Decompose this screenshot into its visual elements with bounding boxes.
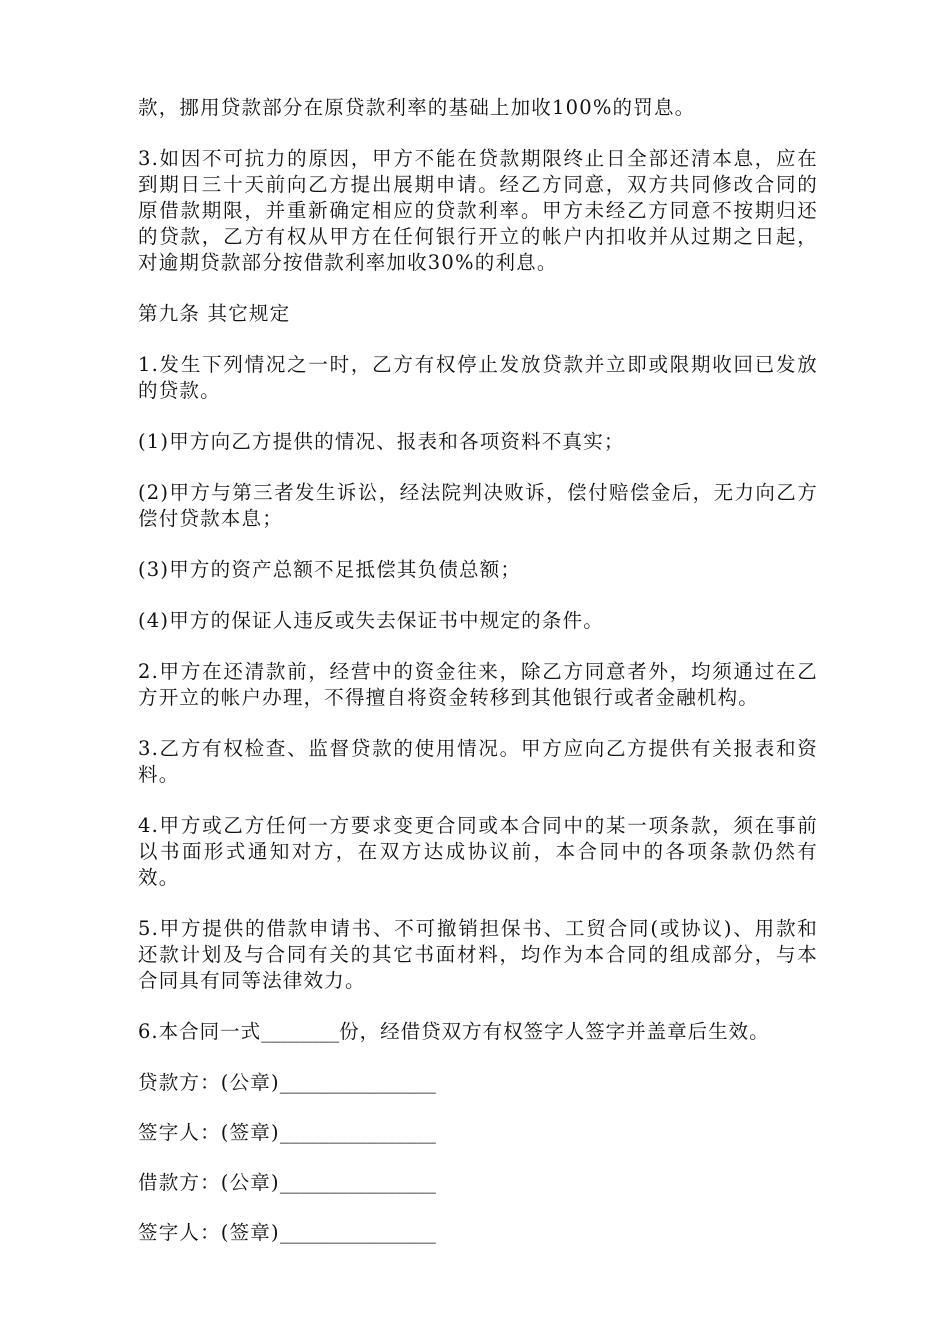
- clause-1: 1.发生下列情况之一时，乙方有权停止发放贷款并立即或限期收回已发放的贷款。: [138, 353, 818, 402]
- signature-blank: ________________: [279, 1071, 436, 1094]
- signature-blank: ________________: [279, 1221, 436, 1244]
- signature-lender-signer: [138, 1120, 818, 1146]
- clause-5: 5.甲方提供的借款申请书、不可撤销担保书、工贸合同(或协议)、用款和还款计划及与合同有关的其它书面材料，均作为本合同的组成部分，与本合同具有同等法律效力。: [138, 917, 818, 992]
- clause-6: [138, 1019, 818, 1045]
- paragraph-force-majeure: 3.如因不可抗力的原因，甲方不能在贷款期限终止日全部还清本息，应在到期日三十天前向乙方提出展期申请。经乙方同意，双方共同修改合同的原借款期限，并重新确定相应的贷款利率。甲方未经乙方同意不按期归还的贷款，乙方有权从甲方在任何银行开立的帐户内扣收并从过期之日起，对逾期贷款部分按借款利率加收30%的利息。: [138, 147, 818, 274]
- clause-3: 3.乙方有权检查、监督贷款的使用情况。甲方应向乙方提供有关报表和资料。: [138, 737, 818, 786]
- signature-label: 贷款方：(公章): [138, 1071, 280, 1094]
- signature-blank: ________________: [279, 1121, 436, 1144]
- sub-item-4: (4)甲方的保证人违反或失去保证书中规定的条件。: [138, 609, 604, 632]
- signature-label: 签字人：(签章): [138, 1121, 280, 1144]
- sub-item-1: (1)甲方向乙方提供的情况、报表和各项资料不真实；: [138, 430, 625, 453]
- clause-6-suffix: 份，经借贷双方有权签字人签字并盖章后生效。: [339, 1020, 770, 1043]
- signature-lender-seal: [138, 1070, 818, 1096]
- signature-label: 借款方：(公章): [138, 1171, 280, 1194]
- signature-borrower-seal: [138, 1170, 818, 1196]
- copies-blank: ________: [261, 1020, 340, 1043]
- signature-label: 签字人：(签章): [138, 1221, 280, 1244]
- paragraph-penalty-interest: 款，挪用贷款部分在原贷款利率的基础上加收100%的罚息。: [138, 96, 696, 119]
- clause-6-prefix: 6.本合同一式: [138, 1020, 262, 1043]
- signature-borrower-signer: [138, 1220, 818, 1246]
- article-heading: 第九条 其它规定: [138, 302, 291, 325]
- signature-blank: ________________: [279, 1171, 436, 1194]
- document-page: [138, 95, 818, 1270]
- sub-item-2: (2)甲方与第三者发生诉讼，经法院判决败诉，偿付赔偿金后，无力向乙方偿付贷款本息；: [138, 481, 818, 530]
- clause-4: 4.甲方或乙方任何一方要求变更合同或本合同中的某一项条款，须在事前以书面形式通知对方，在双方达成协议前，本合同中的各项条款仍然有效。: [138, 814, 818, 889]
- clause-2: 2.甲方在还清款前，经营中的资金往来，除乙方同意者外，均须通过在乙方开立的帐户办理，不得擅自将资金转移到其他银行或者金融机构。: [138, 660, 818, 709]
- sub-item-3: (3)甲方的资产总额不足抵偿其负债总额；: [138, 558, 522, 581]
